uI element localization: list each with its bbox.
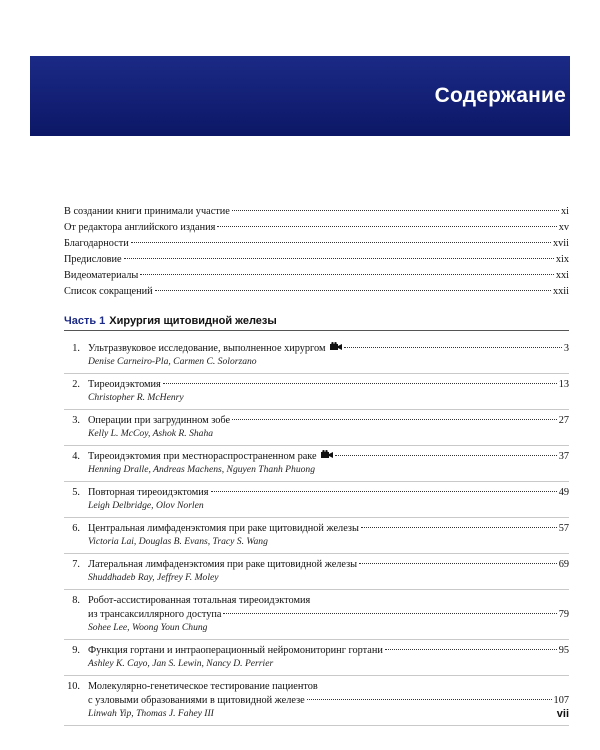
toc-page: xv (558, 222, 569, 233)
chapter-title-line (88, 680, 569, 694)
dot-leader (359, 563, 557, 564)
chapter-title-line (88, 694, 569, 708)
chapter-page: 27 (558, 415, 569, 426)
toc-page: xxi (555, 270, 569, 281)
chapter-page: 69 (558, 559, 569, 570)
title-banner (30, 56, 570, 136)
chapter-entry[interactable] (64, 518, 569, 554)
dot-leader (223, 613, 556, 614)
chapter-title-line (88, 486, 569, 500)
chapter-title-line (88, 522, 569, 536)
page-title: Содержание (434, 84, 566, 107)
chapter-page: 107 (553, 695, 569, 706)
chapter-list (64, 338, 569, 726)
dot-leader (385, 649, 557, 650)
toc-page: xvii (552, 238, 569, 249)
chapter-entry[interactable] (64, 676, 569, 726)
toc-page: xix (555, 254, 569, 265)
toc-row[interactable] (64, 284, 569, 300)
dot-leader (307, 699, 552, 700)
chapter-page: 37 (558, 451, 569, 462)
chapter-entry[interactable] (64, 554, 569, 590)
chapter-authors: Shuddhadeb Ray, Jeffrey F. Moley (88, 572, 219, 583)
chapter-title: Повторная тиреоидэктомия (88, 487, 209, 498)
chapter-title-line (88, 342, 569, 356)
video-camera-icon (330, 342, 342, 356)
dot-leader (232, 210, 559, 211)
dot-leader (163, 383, 557, 384)
chapter-number: 6. (72, 523, 80, 534)
chapter-authors: Ashley K. Cayo, Jan S. Lewin, Nancy D. Perrier (88, 658, 274, 669)
dot-leader (140, 274, 553, 275)
chapter-entry[interactable] (64, 446, 569, 482)
chapter-authors: Christopher R. McHenry (88, 392, 184, 403)
chapter-page: 13 (558, 379, 569, 390)
chapter-authors: Leigh Delbridge, Olov Norlen (88, 500, 204, 511)
toc-label: В создании книги принимали участие (64, 206, 230, 217)
chapter-page: 57 (558, 523, 569, 534)
chapter-authors: Linwah Yip, Thomas J. Fahey III (88, 708, 214, 719)
part-heading (64, 315, 569, 331)
toc-row[interactable] (64, 252, 569, 268)
chapter-title-line (88, 594, 569, 608)
chapter-entry[interactable] (64, 410, 569, 446)
chapter-entry[interactable] (64, 338, 569, 374)
page-number: vii (556, 708, 569, 720)
toc-label: От редактора английского издания (64, 222, 216, 233)
chapter-number: 7. (72, 559, 80, 570)
chapter-title-line (88, 378, 569, 392)
dot-leader (361, 527, 557, 528)
chapter-title: Функция гортани и интраоперационный нейромониторинг гортани (88, 645, 383, 656)
toc-page: xi (560, 206, 569, 217)
chapter-entry[interactable] (64, 640, 569, 676)
dot-leader (211, 491, 557, 492)
chapter-number: 3. (72, 415, 80, 426)
chapter-authors: Henning Dralle, Andreas Machens, Nguyen Thanh Phuong (88, 464, 316, 475)
dot-leader (232, 419, 557, 420)
chapter-authors: Kelly L. McCoy, Ashok R. Shaha (88, 428, 214, 439)
chapter-number: 5. (72, 487, 80, 498)
chapter-entry[interactable] (64, 374, 569, 410)
chapter-number: 9. (72, 645, 80, 656)
chapter-entry[interactable] (64, 590, 569, 640)
chapter-title-line (88, 558, 569, 572)
chapter-title-line (88, 450, 569, 464)
chapter-title: Ультразвуковое исследование, выполненное хирургом (88, 343, 326, 354)
chapter-page: 95 (558, 645, 569, 656)
dot-leader (155, 290, 551, 291)
chapter-title: из трансаксиллярного доступа (88, 609, 222, 620)
chapter-title-line (88, 414, 569, 428)
chapter-title: Тиреоидэктомия при местнораспространенном раке (88, 451, 317, 462)
toc-page: xxii (552, 286, 569, 297)
chapter-title-line (88, 644, 569, 658)
toc-label: Благодарности (64, 238, 129, 249)
chapter-title: Центральная лимфаденэктомия при раке щитовидной железы (88, 523, 359, 534)
chapter-page: 49 (558, 487, 569, 498)
chapter-number: 2. (72, 379, 80, 390)
chapter-entry[interactable] (64, 482, 569, 518)
toc-row[interactable] (64, 268, 569, 284)
chapter-title: Молекулярно-генетическое тестирование пациентов (88, 681, 318, 692)
chapter-number: 10. (67, 681, 80, 692)
chapter-title: Тиреоидэктомия (88, 379, 161, 390)
dot-leader (124, 258, 554, 259)
part-number: Часть 1 (64, 315, 106, 327)
video-camera-icon (321, 450, 333, 464)
chapter-authors: Victoria Lai, Douglas B. Evans, Tracy S. Wang (88, 536, 268, 547)
part-title: Хирургия щитовидной железы (109, 315, 277, 327)
front-matter-list (64, 204, 569, 300)
toc-label: Видеоматериалы (64, 270, 139, 281)
chapter-title: с узловыми образованиями в щитовидной железе (88, 695, 305, 706)
toc-label: Предисловие (64, 254, 122, 265)
chapter-title-line (88, 608, 569, 622)
dot-leader (335, 455, 557, 456)
chapter-number: 8. (72, 595, 80, 606)
toc-label: Список сокращений (64, 286, 153, 297)
dot-leader (217, 226, 556, 227)
chapter-page: 3 (563, 343, 569, 354)
chapter-title: Латеральная лимфаденэктомия при раке щитовидной железы (88, 559, 358, 570)
chapter-number: 4. (72, 451, 80, 462)
chapter-title: Операции при загрудинном зобе (88, 415, 231, 426)
chapter-authors: Sohee Lee, Woong Youn Chung (88, 622, 208, 633)
toc-row[interactable] (64, 204, 569, 220)
toc-row[interactable] (64, 236, 569, 252)
toc-row[interactable] (64, 220, 569, 236)
chapter-page: 79 (558, 609, 569, 620)
dot-leader (344, 347, 562, 348)
chapter-number: 1. (72, 343, 80, 354)
dot-leader (131, 242, 551, 243)
chapter-title: Робот-ассистированная тотальная тиреоидэктомия (88, 595, 311, 606)
chapter-authors: Denise Carneiro-Pla, Carmen C. Solorzano (88, 356, 257, 367)
